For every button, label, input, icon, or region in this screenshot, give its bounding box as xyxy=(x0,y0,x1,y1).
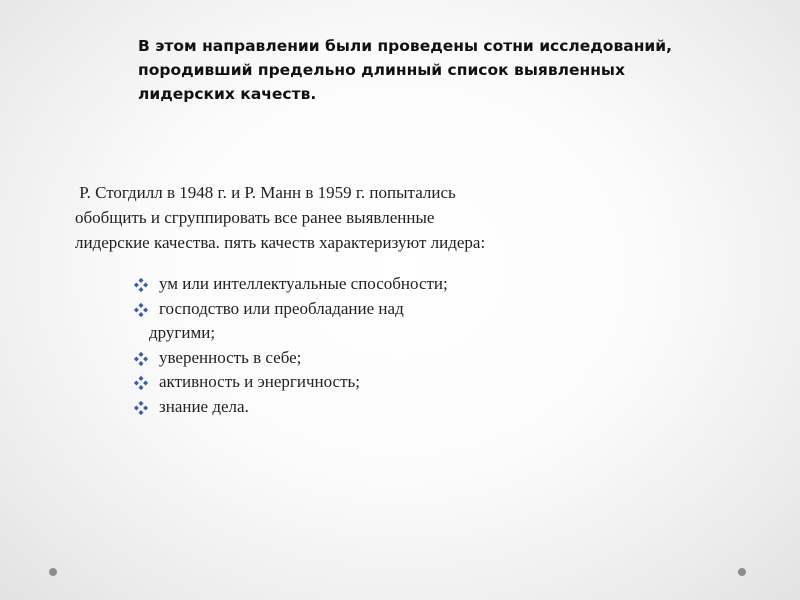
slide-heading xyxy=(138,34,748,106)
qualities-list xyxy=(134,272,614,419)
list-item-text: ум или интеллектуальные способности; xyxy=(159,274,448,293)
diamond-bullet-icon xyxy=(134,352,148,366)
diamond-bullet-icon xyxy=(134,401,148,415)
heading-line-3: лидерских качеств. xyxy=(138,85,317,103)
list-item-text: господство или преобладание над xyxy=(159,298,404,318)
intro-paragraph xyxy=(75,180,635,255)
diamond-bullet-icon xyxy=(134,278,148,292)
list-item xyxy=(134,395,614,420)
corner-dot-right xyxy=(738,568,746,576)
diamond-bullet-icon xyxy=(134,303,148,317)
intro-line-1: Р. Стогдилл в 1948 г. и Р. Манн в 1959 г. попытались xyxy=(75,183,456,202)
intro-line-2: обобщить и сгруппировать все ранее выявленные xyxy=(75,208,435,227)
list-item xyxy=(134,297,614,346)
list-item-text: активность и энергичность; xyxy=(159,372,361,391)
list-item-text: знание дела. xyxy=(159,396,249,416)
list-item xyxy=(134,272,614,297)
list-item-text-continued: другими; xyxy=(149,323,216,342)
corner-dot-left xyxy=(49,568,57,576)
list-item-text: уверенность в себе; xyxy=(159,347,302,367)
list-item xyxy=(134,346,614,371)
intro-line-3: лидерские качества. пять качеств характеризуют лидера: xyxy=(75,233,486,252)
list-item xyxy=(134,370,614,395)
diamond-bullet-icon xyxy=(134,376,148,390)
heading-line-1: В этом направлении были проведены сотни исследований, xyxy=(138,37,673,55)
heading-line-2: породивший предельно длинный список выявленных xyxy=(138,61,625,79)
